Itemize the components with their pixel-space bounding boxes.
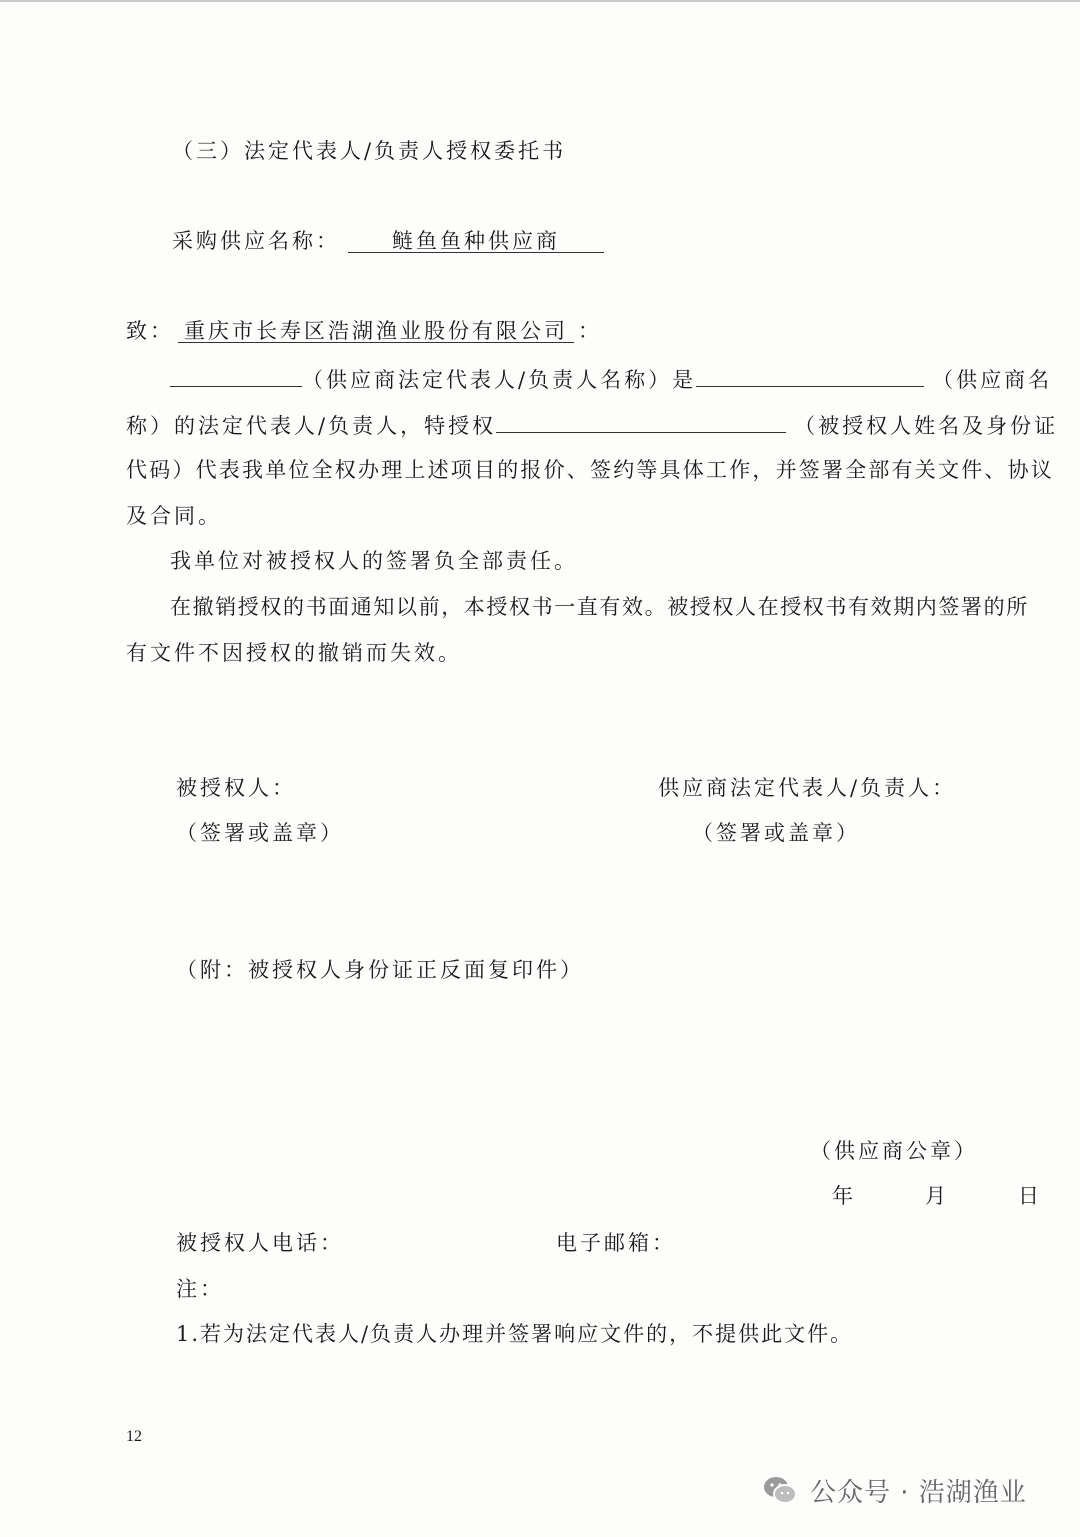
project-name-row [172, 231, 604, 253]
authorized-person-sign-note: （签署或盖章） [176, 821, 344, 845]
supplier-seal-label: （供应商公章） [810, 1139, 978, 1163]
body-line-1-text-b: （供应商名 [932, 368, 1053, 392]
body-line-2-text-a: 称）的法定代表人/负责人，特授权 [126, 414, 497, 438]
supplier-name-blank [696, 368, 924, 387]
body-line-2 [126, 414, 1058, 437]
body-paragraph-3-line-1: 在撤销授权的书面通知以前，本授权书一直有效。被授权人在授权书有效期内签署的所 [170, 595, 1029, 619]
phone-label: 被授权人电话： [176, 1231, 344, 1255]
body-line-2-text-b: （被授权人姓名及身份证 [794, 414, 1059, 438]
email-label: 电子邮箱： [556, 1231, 676, 1255]
page-number: 12 [126, 1428, 142, 1445]
authorized-person-label: 被授权人： [176, 776, 296, 800]
scan-edge-line [0, 0, 1080, 2]
watermark [760, 1470, 1027, 1510]
legal-representative-sign-note: （签署或盖章） [692, 821, 860, 845]
body-line-1-text-a: （供应商法定代表人/负责人名称）是 [302, 368, 697, 392]
attachment-note: （附：被授权人身份证正反面复印件） [176, 958, 584, 982]
project-value: 鲢鱼鱼种供应商 [348, 231, 604, 253]
legal-representative-label: 供应商法定代表人/负责人： [658, 776, 957, 800]
recipient-row [126, 321, 602, 343]
representative-name-blank [170, 368, 302, 387]
watermark-text: 公众号 · 浩湖渔业 [810, 1477, 1027, 1508]
body-line-4: 及合同。 [126, 504, 222, 528]
notes-title: 注： [176, 1277, 224, 1301]
body-paragraph-2: 我单位对被授权人的签署负全部责任。 [170, 549, 578, 573]
date-label: 年 月 日 [832, 1184, 1049, 1208]
recipient-label: 致： [126, 319, 174, 343]
body-paragraph-3-line-2: 有文件不因授权的撤销而失效。 [126, 641, 462, 665]
project-label: 采购供应名称： [172, 229, 340, 253]
notes-item-1: 1.若为法定代表人/负责人办理并签署响应文件的，不提供此文件。 [176, 1322, 854, 1346]
section-title: （三）法定代表人/负责人授权委托书 [172, 139, 567, 163]
recipient-value: 重庆市长寿区浩湖渔业股份有限公司 [178, 321, 574, 343]
body-line-1 [170, 368, 1052, 391]
wechat-icon [760, 1470, 800, 1510]
authorized-person-blank [496, 414, 786, 433]
body-line-3: 代码）代表我单位全权办理上述项目的报价、签约等具体工作，并签署全部有关文件、协议 [126, 458, 1054, 482]
recipient-colon: ： [578, 319, 602, 343]
